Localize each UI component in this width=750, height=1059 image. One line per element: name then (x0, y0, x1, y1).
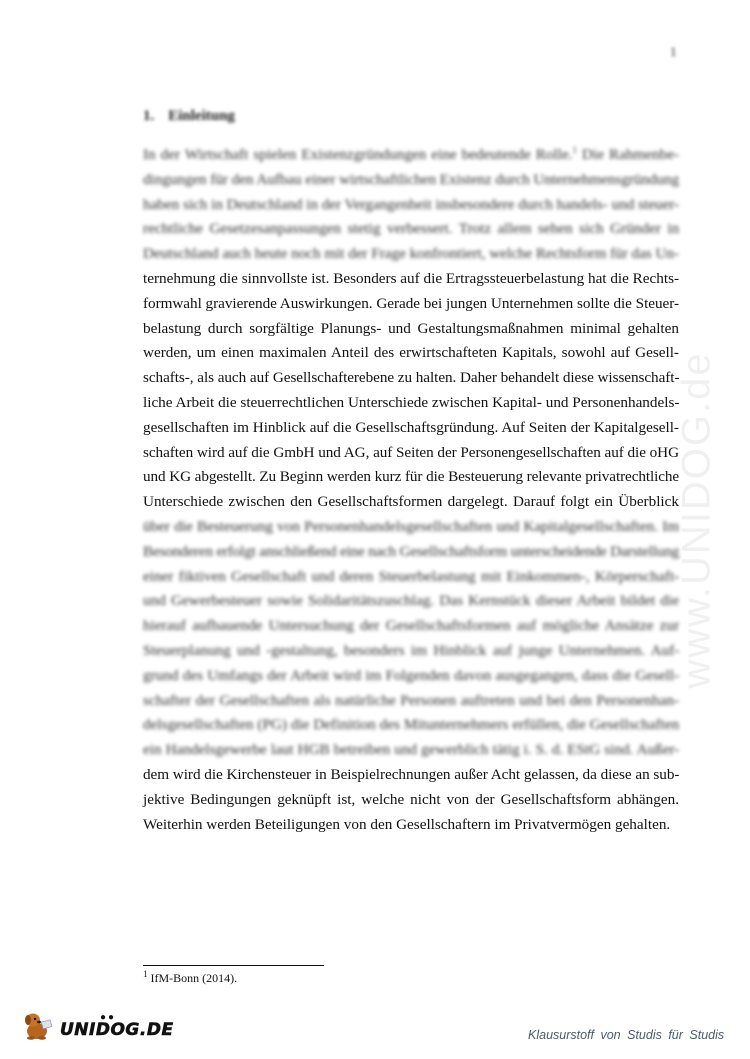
line-text: dem wird die Kirchensteuer in Beispielrechnungen außer Acht gelassen, da diese an sub- (143, 765, 680, 783)
line-text: schafter der Gesellschaften als natürliche Personen auftreten und bei den Personenhan- (143, 691, 679, 709)
text-line-blurred (143, 639, 679, 664)
line-text: jektive Bedingungen geknüpft ist, welche nicht von der Gesellschaftsform abhängen. (143, 790, 679, 808)
text-line (143, 366, 679, 391)
line-text: liche Arbeit die steuerrechtlichen Unterschiede zwischen Kapital- und Personenhandels- (143, 393, 680, 411)
line-text: dingungen für den Aufbau einer wirtschaftlichen Existenz durch Unternehmensgründung (143, 170, 679, 188)
footnote-text: IfM-Bonn (2014). (147, 971, 238, 985)
line-text-continued: Die Rahmenbe- (577, 146, 679, 163)
text-line-blurred (143, 168, 679, 193)
line-text: Unterschiede zwischen den Gesellschaftsformen dargelegt. Darauf folgt ein Überblick (143, 493, 679, 511)
text-line (143, 763, 679, 788)
text-line-blurred (143, 565, 679, 590)
line-text: grund des Umfangs der Arbeit wird im Folgenden davon ausgegangen, dass die Gesell- (143, 666, 680, 684)
watermark: www.UNIDOG.de (674, 351, 719, 689)
line-text: Steuerplanung und -gestaltung, besonders im Hinblick auf junge Unternehmen. Auf- (143, 641, 680, 659)
line-text: hierauf aufbauende Untersuchung der Gesellschaftsformen auf mögliche Ansätze zur (143, 617, 680, 635)
footnote-marker: 1 (143, 969, 148, 979)
line-text: ternehmung die sinnvollste ist. Besonders auf die Ertragssteuerbelastung hat die Rechts- (143, 269, 680, 287)
line-text: schaften wird auf die GmbH und AG, auf Seiten der Personengesellschaften auf die oHG (143, 443, 679, 461)
line-text: Besonderen erfolgt anschließend eine nach Gesellschaftsform unterscheidende Darstellung (143, 542, 680, 560)
paw-icon: ● ● (100, 1012, 115, 1023)
line-text: formwahl gravierende Auswirkungen. Gerade bei jungen Unternehmen sollte die Steuer- (143, 294, 679, 312)
line-text: Weiterhin werden Beteiligungen von den Gesellschaftern im Privatvermögen gehalten. (143, 815, 671, 833)
line-text: ein Handelsgewerbe laut HGB betreiben und gewerblich tätig i. S. d. EStG sind. Außer- (143, 741, 680, 759)
line-text: rechtliche Gesetzesanpassungen stetig verbessert. Trotz allem sehen sich Gründer in (143, 220, 680, 238)
line-text: über die Besteuerung von Personenhandelsgesellschaften und Kapitalgesellschaften. Im (143, 517, 680, 535)
text-line-blurred (143, 193, 679, 218)
line-text: gesellschaften im Hinblick auf die Gesellschaftsgründung. Auf Seiten der Kapitalgesell- (143, 418, 679, 436)
line-text: haben sich in Deutschland in der Vergangenheit insbesondere durch handels- und steuer- (143, 195, 679, 213)
text-line-blurred (143, 664, 679, 689)
text-line-blurred (143, 540, 679, 565)
body-paragraph (143, 143, 679, 837)
text-line-blurred (143, 217, 679, 242)
line-text: einer fiktiven Gesellschaft und deren Steuerbelastung mit Einkommen-, Körperschaft- (143, 567, 680, 585)
section-heading (143, 108, 235, 125)
footnote-separator (143, 965, 324, 966)
line-text: und KG abgestellt. Zu Beginn werden kurz für die Besteuerung relevante privatrechtliche (143, 468, 680, 486)
line-text: werden, um einen maximalen Anteil des erwirtschafteten Kapitals, sowohl auf Gesell- (143, 344, 679, 362)
text-line-blurred (143, 143, 679, 168)
text-line-blurred (143, 242, 679, 267)
text-line (143, 267, 679, 292)
text-line-blurred (143, 713, 679, 738)
text-line-blurred (143, 589, 679, 614)
text-line (143, 416, 679, 441)
footnote (143, 971, 237, 986)
line-text: und Gewerbesteuer sowie Solidaritätszuschlag. Das Kernstück dieser Arbeit bildet die (143, 592, 679, 610)
section-title: Einleitung (168, 108, 235, 124)
unidog-logo (22, 1010, 174, 1040)
text-line (143, 317, 679, 342)
text-line (143, 391, 679, 416)
text-line-blurred (143, 738, 679, 763)
footnote-reference: 1 (572, 144, 577, 155)
section-number: 1. (143, 108, 155, 124)
text-line-blurred (143, 689, 679, 714)
text-line (143, 490, 679, 515)
line-text: schafts-, als auch auf Gesellschafterebene zu halten. Daher behandelt diese wissenschaft- (143, 369, 680, 387)
text-line-blurred (143, 614, 679, 639)
text-line (143, 813, 679, 838)
line-text: Deutschland auch heute noch mit der Frage konfrontiert, welche Rechtsform für das Un- (143, 245, 679, 263)
text-line (143, 441, 679, 466)
logo-text: UNIDOG.DE (60, 1020, 174, 1040)
page-number: 1 (670, 44, 677, 59)
text-line (143, 465, 679, 490)
line-text: In der Wirtschaft spielen Existenzgründungen eine bedeutende Rolle. (143, 146, 573, 163)
footer-tagline: Klausurstoff von Studis für Studis (528, 1028, 725, 1042)
text-line-blurred (143, 515, 679, 540)
text-line (143, 292, 679, 317)
dog-icon (22, 1010, 56, 1040)
text-line (143, 341, 679, 366)
text-line (143, 788, 679, 813)
line-text: delsgesellschaften (PG) die Definition des Mitunternehmers erfüllen, die Gesellschaften (143, 716, 680, 734)
line-text: belastung durch sorgfältige Planungs- und Gestaltungsmaßnahmen minimal gehalten (143, 319, 679, 337)
